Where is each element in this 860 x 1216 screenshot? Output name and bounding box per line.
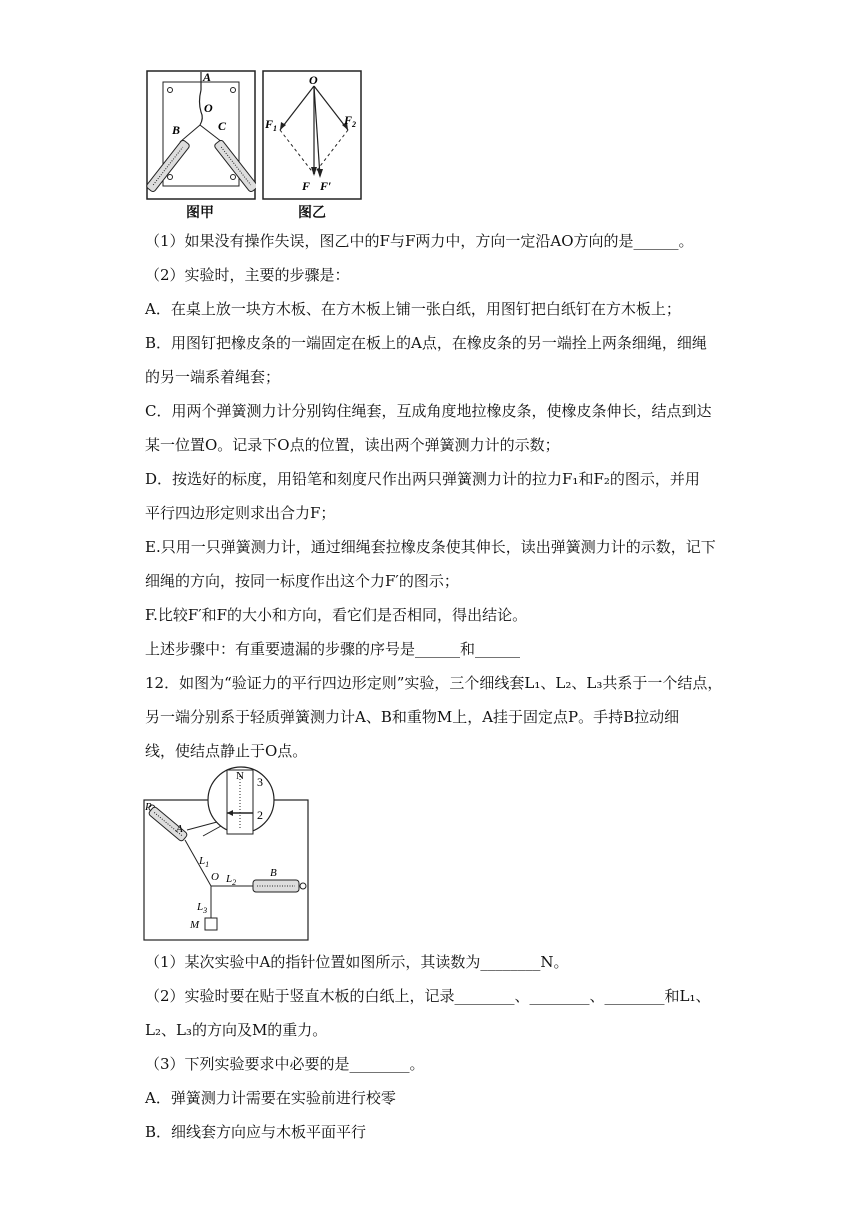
label-B-jia: B	[172, 123, 181, 137]
text-line-14: 12．如图为“验证力的平行四边形定则”实验，三个细线套L₁、L₂、L₃共系于一个结点，	[145, 674, 723, 692]
caption-yi: 图乙	[298, 205, 326, 221]
label-O-fig2: O	[211, 871, 219, 883]
text-line-6: C．用两个弹簧测力计分别钩住绳套，互成角度地拉橡皮条，使橡皮条伸长，结点到达	[145, 402, 712, 420]
label-L3: L	[197, 901, 204, 913]
text-line-18: （2）实验时要在贴于竖直木板的白纸上，记录________、________、________和L₁、	[145, 987, 711, 1005]
gauge-tick-3: 3	[257, 775, 263, 789]
figure-yi	[262, 70, 362, 200]
gauge-unit: N	[236, 770, 244, 782]
text-line-16: 线，使结点静止于O点。	[145, 742, 308, 760]
label-O-yi: O	[309, 73, 318, 87]
label-L3-sub: 3	[203, 906, 208, 915]
text-line-11: 细绳的方向，按同一标度作出这个力F′的图示；	[145, 572, 459, 590]
text-line-19: L₂、L₃的方向及M的重力。	[145, 1021, 328, 1039]
label-P: P	[145, 801, 152, 813]
label-M: M	[190, 919, 200, 931]
text-line-7: 某一位置O。记录下O点的位置，读出两个弹簧测力计的示数；	[145, 436, 560, 454]
text-line-22: B．细线套方向应与木板平面平行	[145, 1123, 367, 1141]
figure-jia	[146, 70, 256, 200]
text-line-10: E.只用一只弹簧测力计，通过细绳套拉橡皮条使其伸长，读出弹簧测力计的示数，记下	[145, 538, 716, 556]
svg-text:F1	[264, 117, 277, 133]
svg-text:F2	[343, 113, 356, 129]
label-L2-sub: 2	[232, 878, 237, 887]
text-line-2: （2）实验时，主要的步骤是：	[145, 266, 350, 284]
label-F2-sub: 2	[352, 120, 357, 129]
label-L2: L	[226, 873, 233, 885]
label-C-jia: C	[218, 119, 227, 133]
text-line-5: 的另一端系着绳套；	[145, 368, 281, 386]
label-L1: L	[199, 855, 206, 867]
label-F2: F	[344, 113, 353, 127]
label-F1-sub: 1	[273, 124, 278, 133]
text-line-1: （1）如果没有操作失误，图乙中的F与F两力中，方向一定沿AO方向的是______。	[145, 232, 694, 250]
caption-jia: 图甲	[186, 205, 214, 221]
label-A-jia: A	[203, 70, 212, 84]
text-line-12: F.比较F′和F的大小和方向，看它们是否相同，得出结论。	[145, 606, 528, 624]
gauge-tick-2: 2	[257, 808, 263, 822]
figure-2	[143, 766, 318, 942]
text-line-9: 平行四边形定则求出合力F；	[145, 504, 336, 522]
label-F: F	[302, 179, 311, 193]
label-F1: F	[265, 117, 274, 131]
label-L1-sub: 1	[205, 860, 210, 869]
label-Fprime: F′	[320, 179, 332, 193]
svg-text:L3	[196, 901, 207, 915]
label-A-fig2: A	[176, 823, 183, 835]
svg-text:L2	[225, 873, 236, 887]
label-B-fig2: B	[270, 867, 277, 879]
text-line-13: 上述步骤中：有重要遗漏的步骤的序号是______和______	[145, 640, 521, 658]
text-line-8: D．按选好的标度，用铅笔和刻度尺作出两只弹簧测力计的拉力F₁和F₂的图示，并用	[145, 470, 700, 488]
text-line-21: A．弹簧测力计需要在实验前进行校零	[145, 1089, 396, 1107]
label-O-jia: O	[204, 101, 213, 115]
text-line-20: （3）下列实验要求中必要的是________。	[145, 1055, 425, 1073]
text-line-15: 另一端分别系于轻质弹簧测力计A、B和重物M上，A挂于固定点P。手持B拉动细	[145, 708, 680, 726]
text-line-17: （1）某次实验中A的指针位置如图所示，其读数为________N。	[145, 953, 569, 971]
text-line-3: A．在桌上放一块方木板、在方木板上铺一张白纸，用图钉把白纸钉在方木板上；	[145, 300, 681, 318]
svg-text:L1	[198, 855, 209, 869]
text-line-4: B．用图钉把橡皮条的一端固定在板上的A点，在橡皮条的另一端拴上两条细绳，细绳	[145, 334, 707, 352]
